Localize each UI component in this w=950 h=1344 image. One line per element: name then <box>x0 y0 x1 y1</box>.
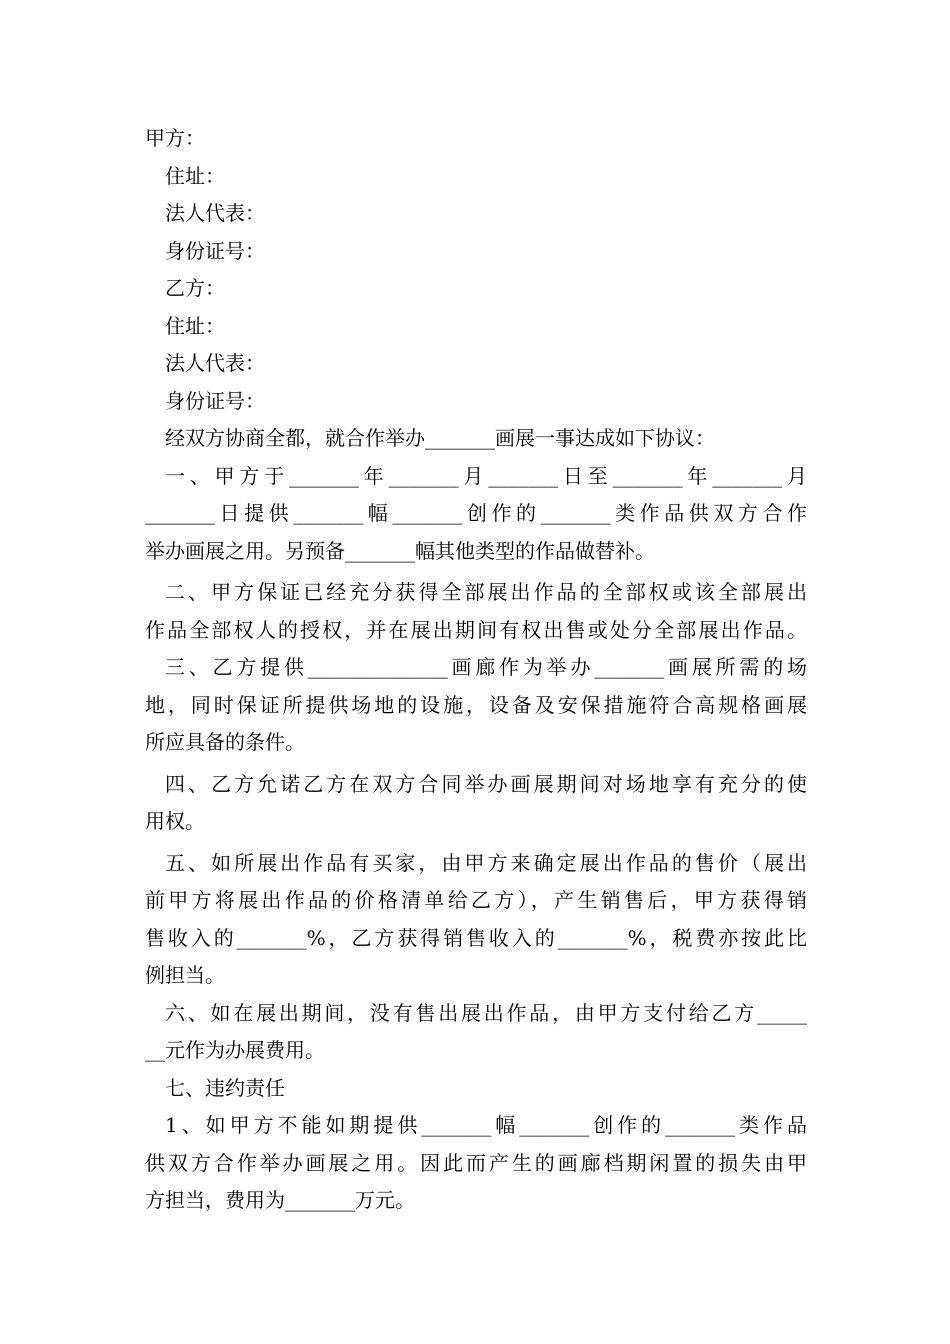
clause-3-line: 三、乙方提供______________画廊作为举办_______画展所需的场 <box>165 655 807 679</box>
party-a-id-no: 身份证号： <box>165 238 265 263</box>
party-b-legal-rep: 法人代表： <box>165 351 265 375</box>
clause-5-line: 前甲方将展出作品的价格清单给乙方），产生销售后，甲方获得销 <box>145 888 807 912</box>
clause-4 <box>145 766 807 841</box>
clause-3 <box>145 649 807 762</box>
clause-7 <box>145 1070 807 1220</box>
clause-2-line: 作品全部权人的授权，并在展出期间有权出售或处分全部展出作品。 <box>145 617 807 642</box>
clause-6-line: __元作为办展费用。 <box>145 1038 325 1062</box>
party-b-id-no: 身份证号： <box>165 388 265 413</box>
clause-1 <box>145 458 807 571</box>
clause-5-line: 例担当。 <box>145 963 225 987</box>
clause-7-item-1-line: 1、如甲方不能如期提供_______幅_______创作的_______类作品 <box>165 1113 807 1137</box>
party-b-address: 住址： <box>165 313 225 338</box>
clause-6 <box>145 995 807 1070</box>
clause-2 <box>145 574 807 649</box>
party-a-address: 住址： <box>165 163 225 188</box>
party-b-title: 乙方： <box>165 276 225 300</box>
clause-4-line: 用权。 <box>145 809 205 833</box>
clause-1-line: 举办画展之用。另预备_______幅其他类型的作品做替补。 <box>145 538 655 563</box>
clause-5-line: 五、如所展出作品有买家，由甲方来确定展出作品的售价（展出 <box>165 850 807 875</box>
clause-7-title: 七、违约责任 <box>165 1075 285 1100</box>
clause-1-line: 一、甲方于_______年_______月_______日至_______年_______月 <box>165 463 807 488</box>
clause-3-line: 地，同时保证所提供场地的设施，设备及安保措施符合高规格画展 <box>145 692 807 717</box>
clause-5-line: 售收入的_______%，乙方获得销售收入的_______%，税费亦按此比 <box>145 925 807 950</box>
clause-5 <box>145 845 807 995</box>
party-a-legal-rep: 法人代表： <box>165 201 265 225</box>
party-a-title: 甲方： <box>145 126 205 150</box>
clause-7-item-1-line: 供双方合作举办画展之用。因此而产生的画廊档期闲置的损失由甲 <box>145 1150 807 1175</box>
clause-3-line: 所应具备的条件。 <box>145 730 305 754</box>
intro-paragraph: 经双方协商全都，就合作举办_______画展一事达成如下协议： <box>165 426 715 450</box>
clause-7-item-1-line: 方担当，费用为_______万元。 <box>145 1188 415 1212</box>
clause-4-line: 四、乙方允诺乙方在双方合同举办画展期间对场地享有充分的使 <box>165 771 807 796</box>
clause-6-line: 六、如在展出期间，没有售出展出作品，由甲方支付给乙方_____ <box>165 1000 807 1025</box>
contract-page <box>145 120 807 1220</box>
clause-1-line: _______日提供_______幅_______创作的_______类作品供双方合作 <box>145 501 807 525</box>
clause-2-line: 二、甲方保证已经充分获得全部展出作品的全部权或该全部展出 <box>165 580 807 604</box>
